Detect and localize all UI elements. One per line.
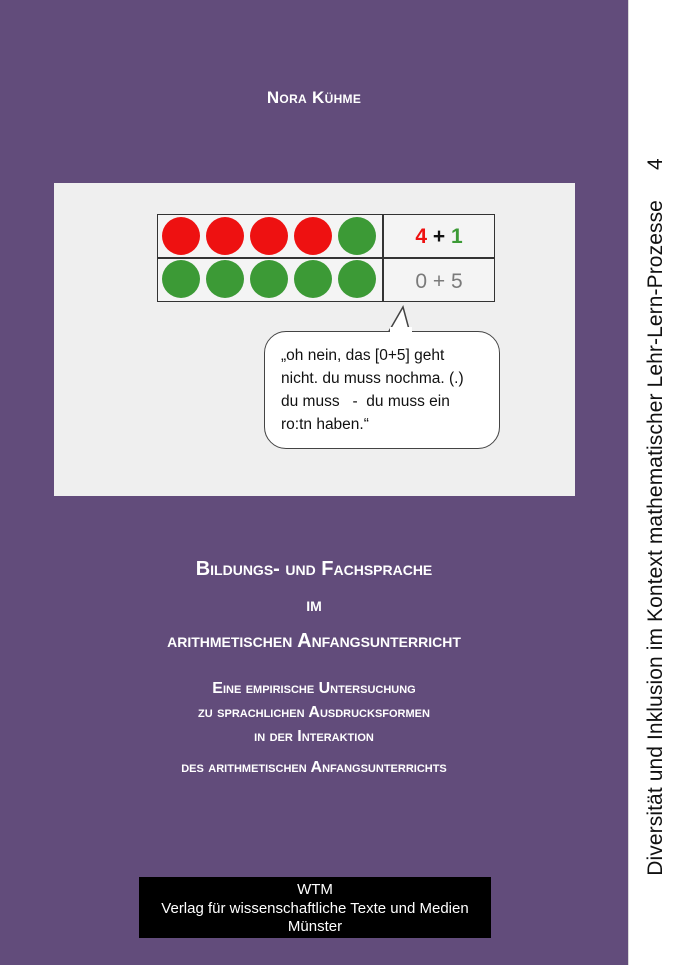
book-title-line: Bildungs- und Fachsprache	[195, 558, 433, 580]
red-counter	[206, 217, 244, 255]
speech-line: nicht. du muss nochma. (.)	[281, 370, 464, 387]
green-counter	[250, 260, 288, 298]
book-title-line: im	[306, 594, 322, 616]
red-counter	[162, 217, 200, 255]
green-counter	[338, 260, 376, 298]
green-counter	[206, 260, 244, 298]
equation-bottom: 0 + 5	[415, 270, 463, 293]
speech-line: du muss - du muss ein	[281, 393, 450, 410]
book-subtitle-line: in der Interaktion	[254, 728, 374, 745]
table-divider	[158, 257, 494, 259]
equation-operator: +	[432, 225, 446, 248]
book-title-line: arithmetischen Anfangsunterricht	[167, 630, 461, 652]
green-counter	[294, 260, 332, 298]
publisher-box	[139, 877, 491, 938]
tail-joint-mask	[390, 327, 420, 335]
publisher-short-name: WTM	[297, 881, 333, 898]
publisher-full-name: Verlag für wissenschaftliche Texte und Medien	[161, 899, 469, 917]
speech-bubble	[264, 331, 500, 449]
book-subtitle-line: des arithmetischen Anfangsunterrichts	[181, 759, 447, 776]
cover-figure	[54, 183, 575, 496]
red-counter	[294, 217, 332, 255]
speech-line: „oh nein, das [0+5] geht	[281, 347, 445, 364]
book-subtitle-line: zu sprachlichen Ausdrucksformen	[198, 704, 430, 721]
series-name: Diversität und Inklusion im Kontext mathematischer Lehr-Lern-Prozesse	[644, 200, 667, 876]
volume-number: 4	[644, 158, 667, 171]
spine-series-title	[644, 158, 668, 875]
equation-top	[384, 225, 494, 249]
equation-green-number: 1	[450, 225, 463, 248]
green-counter	[162, 260, 200, 298]
equation-red-number: 4	[415, 225, 428, 248]
ten-frame-table	[157, 214, 495, 302]
green-counter	[338, 217, 376, 255]
red-counter	[250, 217, 288, 255]
book-subtitle-line: Eine empirische Untersuchung	[212, 680, 416, 697]
author-name: Nora Kühme	[266, 88, 362, 107]
publisher-city: Münster	[287, 918, 343, 935]
speech-line: ro:tn haben.“	[281, 416, 369, 433]
